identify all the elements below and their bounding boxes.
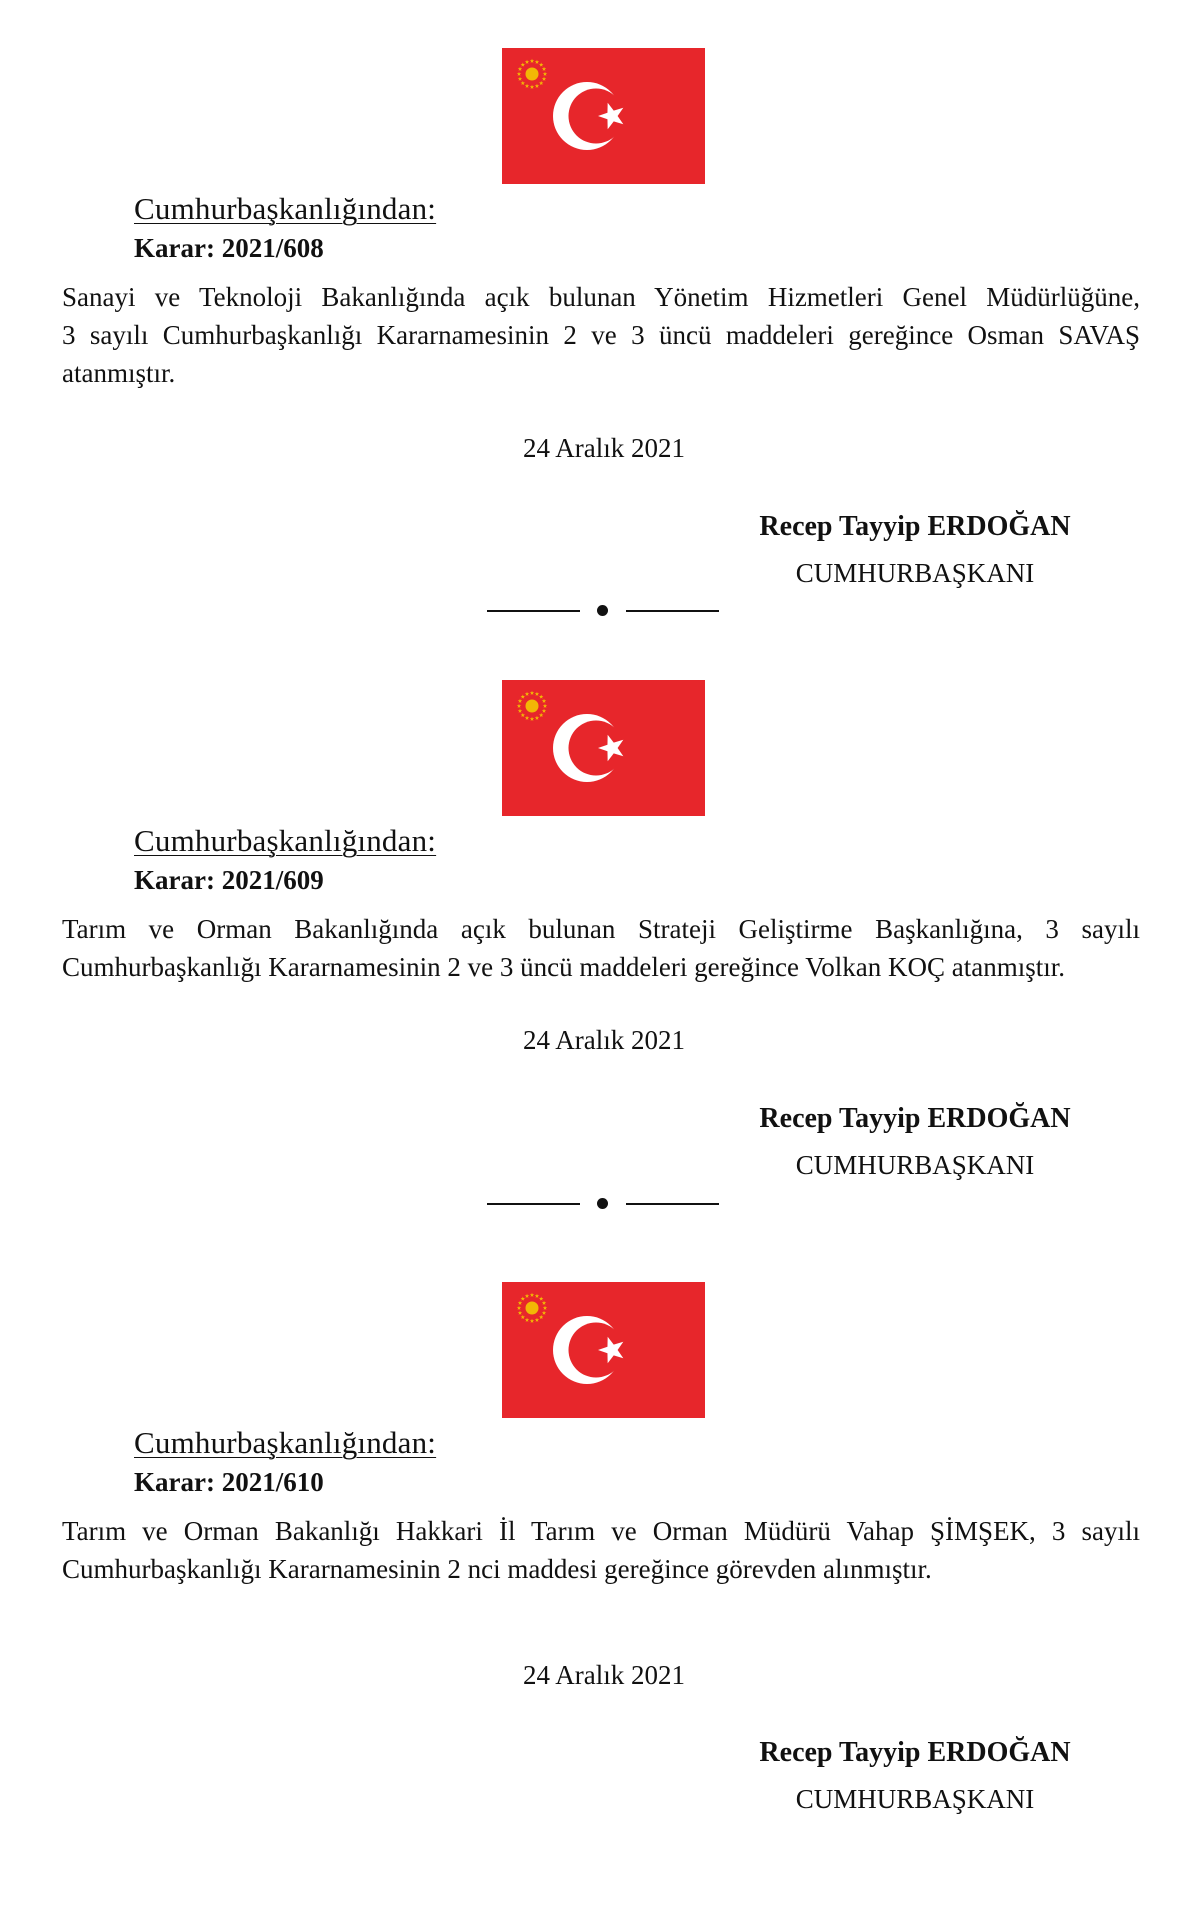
signer-name: Recep Tayyip ERDOĞAN: [759, 511, 1071, 542]
flag-graphic: [502, 48, 705, 184]
issuer-heading: Cumhurbaşkanlığından:: [134, 191, 437, 226]
signer-title: CUMHURBAŞKANI: [795, 1150, 1035, 1180]
signer-name: Recep Tayyip ERDOĞAN: [759, 1737, 1071, 1768]
separator-dot-icon: [597, 605, 608, 616]
emblem-sun: [526, 1302, 539, 1315]
body-line: Tarım ve Orman Bakanlığında açık bulunan Strateji Geliştirme Başkanlığına, 3 sayılı: [62, 914, 1140, 944]
body-line: atanmıştır.: [62, 358, 176, 388]
signer-title: CUMHURBAŞKANI: [795, 558, 1035, 588]
emblem-sun: [526, 700, 539, 713]
body-line: Cumhurbaşkanlığı Kararnamesinin 2 ve 3 üncü maddeleri gereğince Volkan KOÇ atanmıştır.: [62, 952, 1066, 982]
decision-number: Karar: 2021/610: [134, 1467, 324, 1497]
decision-date: 24 Aralık 2021: [523, 433, 685, 463]
body-line: Cumhurbaşkanlığı Kararnamesinin 2 nci maddesi gereğince görevden alınmıştır.: [62, 1554, 932, 1584]
emblem-sun: [526, 68, 539, 81]
body-line: Sanayi ve Teknoloji Bakanlığında açık bulunan Yönetim Hizmetleri Genel Müdürlüğüne,: [62, 282, 1140, 312]
decision-body: [62, 278, 1140, 392]
signer-name: Recep Tayyip ERDOĞAN: [759, 1103, 1071, 1134]
decision-date: 24 Aralık 2021: [523, 1025, 685, 1055]
decision-number: Karar: 2021/608: [134, 233, 324, 263]
decision-body: [62, 1512, 1140, 1588]
decision-body: [62, 910, 1140, 986]
decision-number: Karar: 2021/609: [134, 865, 324, 895]
body-line: Tarım ve Orman Bakanlığı Hakkari İl Tarım ve Orman Müdürü Vahap ŞİMŞEK, 3 sayılı: [62, 1516, 1140, 1546]
flag-graphic: [502, 680, 705, 816]
signer-title: CUMHURBAŞKANI: [795, 1784, 1035, 1814]
presidential-flag-icon: [502, 680, 705, 816]
decision-block-609: [0, 680, 1194, 1260]
issuer-heading: Cumhurbaşkanlığından:: [134, 1425, 437, 1460]
issuer-heading: Cumhurbaşkanlığından:: [134, 823, 437, 858]
decision-date: 24 Aralık 2021: [523, 1660, 685, 1690]
separator-dot-icon: [597, 1198, 608, 1209]
body-line: 3 sayılı Cumhurbaşkanlığı Kararnamesinin 2 ve 3 üncü maddeleri gereğince Osman SAVAŞ: [62, 320, 1140, 350]
section-separator: [487, 600, 719, 620]
section-separator: [487, 1193, 719, 1213]
flag-graphic: [502, 1282, 705, 1418]
presidential-flag-icon: [502, 1282, 705, 1418]
decision-block-610: [0, 1282, 1194, 1862]
decision-block-608: [0, 48, 1194, 628]
presidential-flag-icon: [502, 48, 705, 184]
